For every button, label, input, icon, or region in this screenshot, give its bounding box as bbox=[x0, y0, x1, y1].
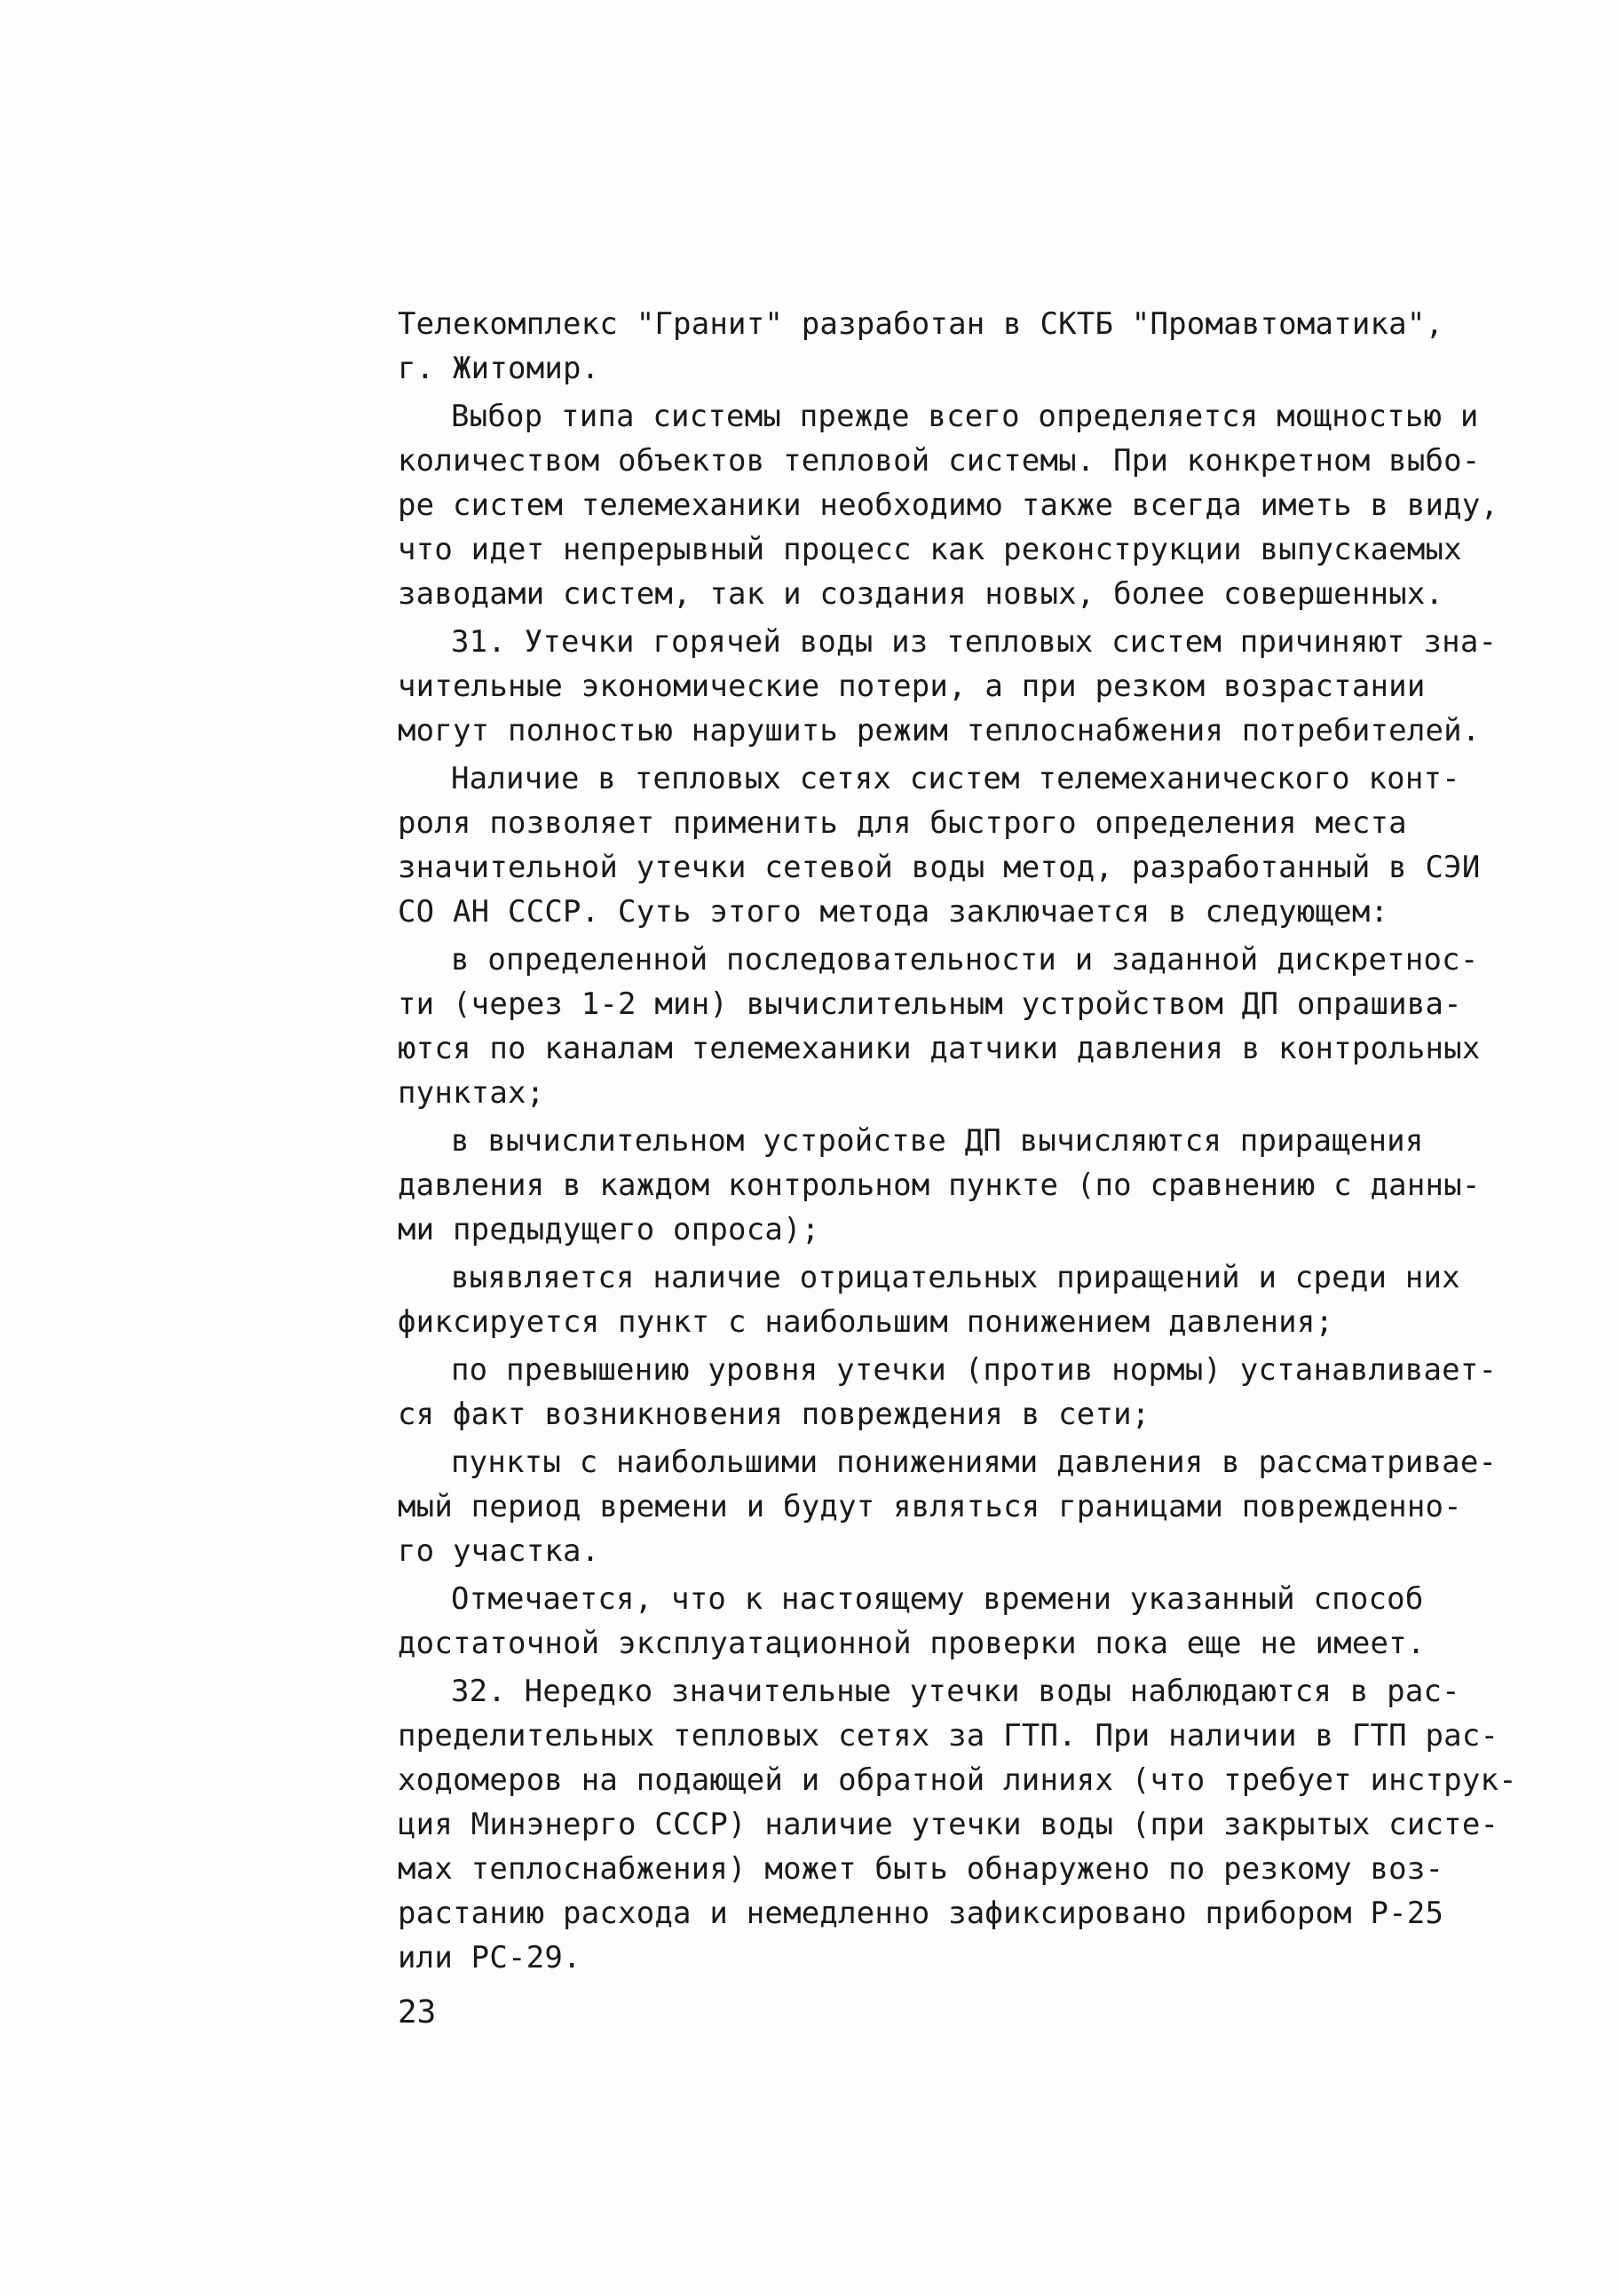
paragraph bbox=[398, 938, 1481, 1115]
text-line: пунктах; bbox=[398, 1075, 545, 1111]
text-line: или РС-29. bbox=[398, 1940, 581, 1975]
paragraph bbox=[398, 1669, 1517, 1980]
text-line: ходомеров на подающей и обратной линиях (что требует инструк- bbox=[398, 1762, 1517, 1798]
text-line: Наличие в тепловых сетях систем телемеханического конт- bbox=[451, 761, 1460, 796]
text-line: ция Минэнерго СССР) наличие утечки воды (при закрытых систе- bbox=[398, 1807, 1499, 1842]
text-line: давления в каждом контрольном пункте (по сравнению с данны- bbox=[398, 1168, 1481, 1203]
paragraph bbox=[398, 1119, 1481, 1252]
text-line: достаточной эксплуатационной проверки пока еще не имеет. bbox=[398, 1626, 1426, 1661]
paragraph bbox=[398, 1348, 1498, 1437]
text-line: в вычислительном устройстве ДП вычисляются приращения bbox=[451, 1123, 1424, 1159]
paragraph bbox=[398, 1255, 1476, 1344]
text-line: выявляется наличие отрицательных приращений и среди них bbox=[451, 1260, 1460, 1295]
document-body bbox=[398, 302, 1517, 1983]
text-line: ся факт возникновения повреждения в сети; bbox=[398, 1397, 1151, 1432]
text-line: что идет непрерывный процесс как реконструкции выпускаемых bbox=[398, 532, 1462, 567]
text-line: ти (через 1-2 мин) вычислительным устройством ДП опрашива- bbox=[398, 986, 1462, 1022]
text-line: СО АН СССР. Суть этого метода заключается в следующем: bbox=[398, 894, 1389, 930]
paragraph bbox=[398, 620, 1498, 753]
text-line: мый период времени и будут являться границами поврежденно- bbox=[398, 1489, 1462, 1524]
text-line: чительные экономические потери, а при резком возрастании bbox=[398, 669, 1426, 704]
text-line: значительной утечки сетевой воды метод, разработанный в СЭИ bbox=[398, 850, 1481, 885]
text-line: фиксируется пункт с наибольшим понижением давления; bbox=[398, 1304, 1334, 1340]
text-line: Отмечается, что к настоящему времени указанный способ bbox=[451, 1581, 1424, 1617]
text-line: 31. Утечки горячей воды из тепловых систем причиняют зна- bbox=[451, 624, 1498, 660]
text-line: ре систем телемеханики необходимо также всегда иметь в виду, bbox=[398, 487, 1499, 523]
paragraph bbox=[398, 756, 1481, 934]
paragraph bbox=[398, 394, 1499, 616]
text-line: г. Житомир. bbox=[398, 351, 600, 386]
text-line: го участка. bbox=[398, 1533, 600, 1569]
paragraph bbox=[398, 1577, 1476, 1666]
text-line: пределительных тепловых сетях за ГТП. При наличии в ГТП рас- bbox=[398, 1718, 1499, 1754]
text-line: могут полностью нарушить режим теплоснабжения потребителей. bbox=[398, 713, 1481, 748]
text-line: растанию расхода и немедленно зафиксировано прибором Р-25 bbox=[398, 1896, 1444, 1931]
text-line: в определенной последовательности и заданной дискретнос- bbox=[451, 942, 1479, 978]
paragraph bbox=[398, 1440, 1498, 1573]
text-line: заводами систем, так и создания новых, более совершенных. bbox=[398, 576, 1444, 612]
text-line: количеством объектов тепловой системы. При конкретном выбо- bbox=[398, 443, 1481, 479]
paragraph bbox=[398, 302, 1476, 391]
text-line: ются по каналам телемеханики датчики давления в контрольных bbox=[398, 1031, 1481, 1066]
text-line: ми предыдущего опроса); bbox=[398, 1212, 820, 1247]
text-line: пункты с наибольшими понижениями давления в рассматривае- bbox=[451, 1445, 1498, 1480]
text-line: роля позволяет применить для быстрого определения места bbox=[398, 805, 1407, 841]
page-number: 23 bbox=[398, 1994, 437, 2031]
text-line: 32. Нередко значительные утечки воды наблюдаются в рас- bbox=[451, 1674, 1460, 1709]
text-line: Телекомплекс "Гранит" разработан в СКТБ "Промавтоматика", bbox=[398, 306, 1444, 342]
text-line: Выбор типа системы прежде всего определяется мощностью и bbox=[451, 399, 1479, 434]
text-line: по превышению уровня утечки (против нормы) устанавливает- bbox=[451, 1352, 1498, 1388]
text-line: мах теплоснабжения) может быть обнаружено по резкому воз- bbox=[398, 1851, 1444, 1887]
